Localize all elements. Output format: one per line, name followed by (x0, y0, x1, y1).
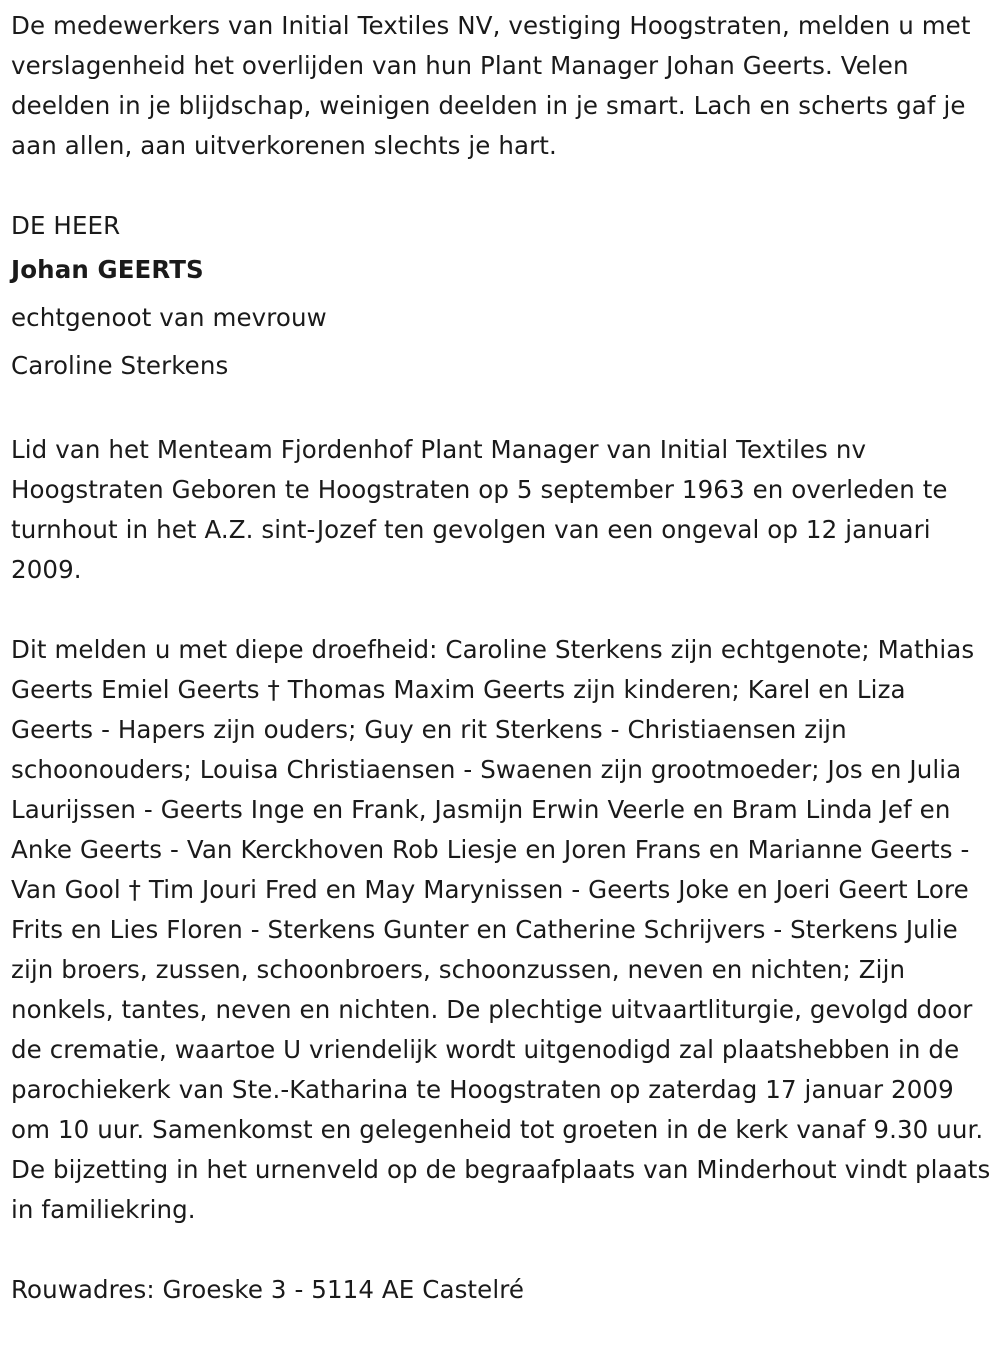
family-paragraph: Dit melden u met diepe droefheid: Caroline Sterkens zijn echtgenote; Mathias Geerts Emiel Geerts † Thomas Maxim Geerts zijn kinderen; Karel en Liza Geerts - Hapers zijn ouders; Guy en rit Sterkens - Christiaensen zijn schoonouders; Louisa Christiaensen - Swaenen zijn grootmoeder; Jos en Julia Laurijssen - Geerts Inge en Frank, Jasmijn Erwin Veerle en Bram Linda Jef en Anke Geerts - Van Kerckhoven Rob Liesje en Joren Frans en Marianne Geerts - Van Gool † Tim Jouri Fred en May Marynissen - Geerts Joke en Joeri Geert Lore Frits en Lies Floren - Sterkens Gunter en Catherine Schrijvers - Sterkens Julie zijn broers, zussen, schoonbroers, schoonzussen, neven en nichten; Zijn nonkels, tantes, neven en nichten. De plechtige uitvaartliturgie, gevolgd door de crematie, waartoe U vriendelijk wordt uitgenodigd zal plaatshebben in de parochiekerk van Ste.-Katharina te Hoogstraten op zaterdag 17 januar 2009 om 10 uur. Samenkomst en gelegenheid tot groeten in de kerk vanaf 9.30 uur. De bijzetting in het urnenveld op de begraafplaats van Minderhout vindt plaats in familiekring. (11, 635, 991, 1224)
spouse-name: Caroline Sterkens (11, 351, 229, 380)
intro-paragraph: De medewerkers van Initial Textiles NV, vestiging Hoogstraten, melden u met verslagenheid het overlijden van hun Plant Manager Johan Geerts. Velen deelden in je blijdschap, weinigen deelden in je smart. Lach en scherts gaf je aan allen, aan uitverkorenen slechts je hart. (11, 11, 971, 160)
spacer (11, 1230, 991, 1270)
obituary-document (11, 6, 991, 1310)
deceased-name: Johan GEERTS (11, 255, 204, 284)
spacer (11, 390, 991, 430)
spacer (11, 590, 991, 630)
spacer (11, 166, 991, 206)
honorific-title: DE HEER (11, 211, 121, 240)
spouse-label: echtgenoot van mevrouw (11, 303, 327, 332)
mourning-address: Rouwadres: Groeske 3 - 5114 AE Castelré (11, 1275, 525, 1304)
biography-paragraph: Lid van het Menteam Fjordenhof Plant Manager van Initial Textiles nv Hoogstraten Geboren te Hoogstraten op 5 september 1963 en overleden te turnhout in het A.Z. sint-Jozef ten gevolgen van een ongeval op 12 januari 2009. (11, 435, 948, 584)
